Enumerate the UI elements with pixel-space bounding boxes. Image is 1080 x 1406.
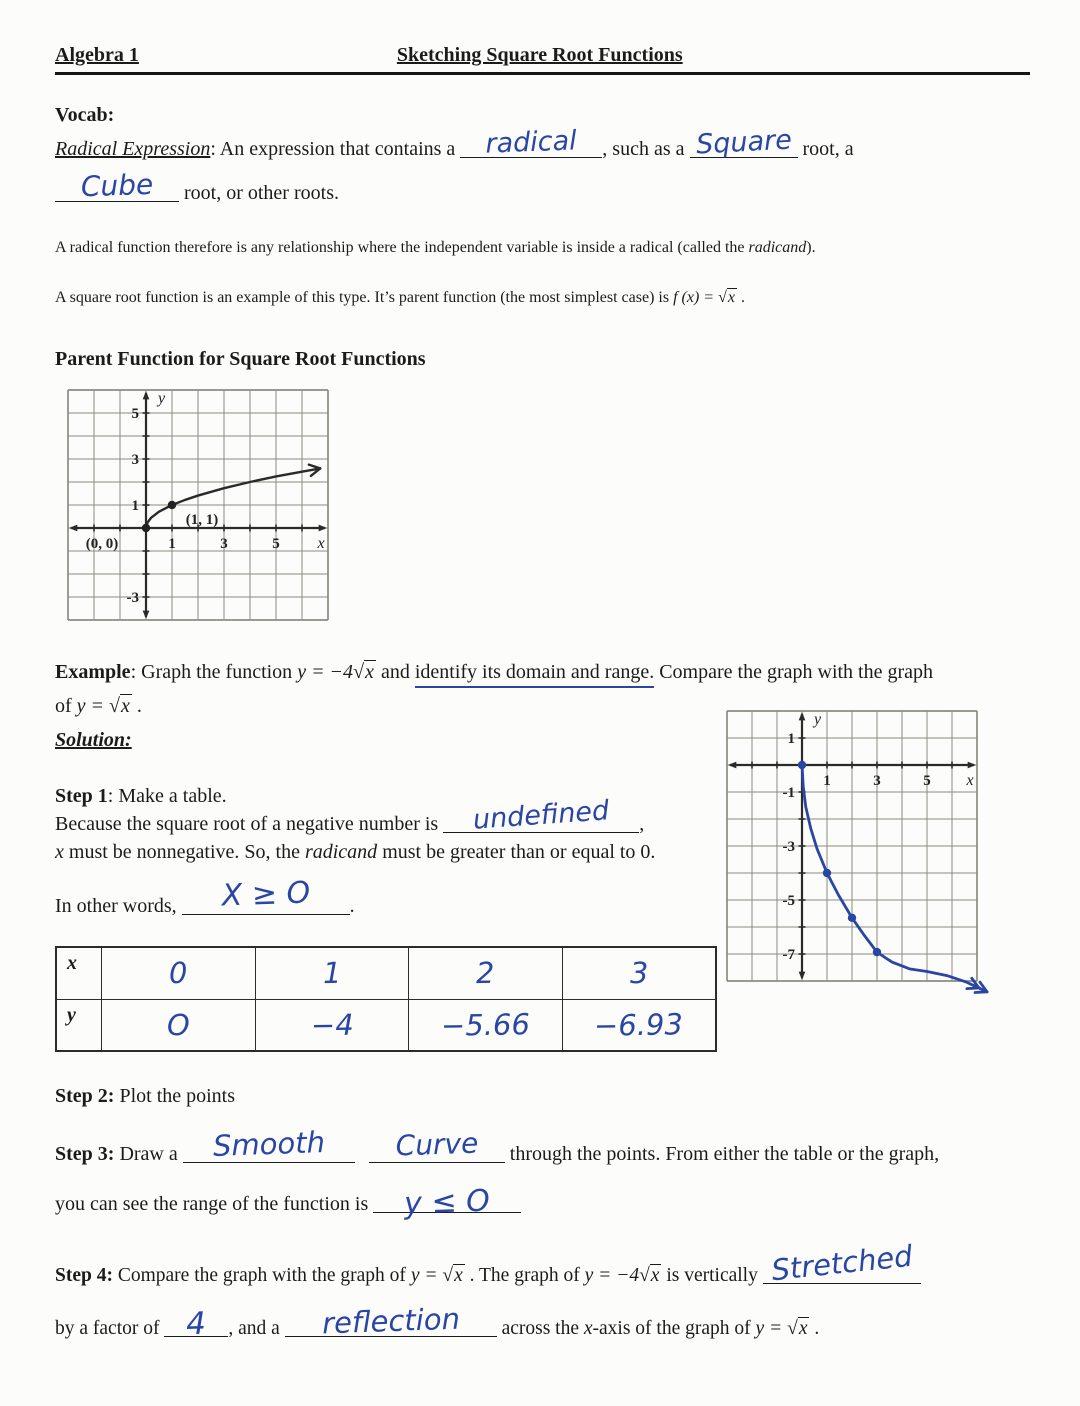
step4-text-4: by a factor of (55, 1318, 165, 1340)
cell-y0 (102, 999, 255, 1051)
y-equals: y = (755, 1318, 788, 1340)
fx-equals: f (x) = (673, 289, 719, 306)
handwritten-x3: 3 (629, 956, 649, 991)
svg-text:x: x (966, 772, 974, 789)
handwritten-y0: O (166, 1007, 191, 1042)
svg-text:1: 1 (168, 536, 176, 552)
page-title: Sketching Square Root Functions (396, 44, 683, 66)
radicand-x: x (650, 1265, 660, 1286)
svg-text:-7: -7 (782, 947, 795, 963)
handwritten-stretched: Stretched (769, 1238, 914, 1288)
radicand-x: x (798, 1318, 808, 1340)
values-table (55, 946, 717, 1052)
step4-line1 (55, 1238, 1030, 1289)
sqrt-expression (442, 1264, 464, 1286)
blank-inequality (182, 875, 350, 915)
table-row-x (56, 947, 716, 999)
step3-text-1: Draw a (114, 1143, 183, 1165)
paragraph2-period: . (736, 289, 745, 306)
step3-text-3: you can see the range of the function is (55, 1193, 374, 1215)
blank-radical (460, 125, 602, 160)
svg-text:-1: -1 (782, 785, 795, 801)
radicand-term: radicand (304, 841, 378, 863)
svg-text:y: y (158, 390, 166, 407)
handwritten-curve: Curve (394, 1126, 479, 1163)
y-equals: y = (410, 1265, 443, 1286)
radicand-x: x (365, 661, 374, 683)
handwritten-square: Square (694, 124, 793, 161)
handwritten-y3: −6.93 (594, 1006, 684, 1043)
handwritten-x0: 0 (169, 956, 189, 991)
svg-text:5: 5 (131, 406, 139, 422)
step4-text-3: is vertically (661, 1265, 763, 1286)
example-text-2: and (375, 661, 415, 683)
parent-function-graph-container (61, 383, 1030, 632)
example-line1 (55, 658, 1030, 686)
square-root-paragraph (55, 289, 1040, 307)
svg-text:-3: -3 (126, 590, 139, 606)
svg-text:y: y (814, 711, 822, 728)
handwritten-range: y ≤ O (403, 1183, 491, 1222)
cell-x0 (102, 947, 255, 999)
step3-text-2: through the points. From either the table or the graph, (504, 1143, 940, 1165)
cell-y3 (562, 999, 716, 1051)
blank-range (373, 1183, 521, 1222)
handwritten-y1: −4 (310, 1007, 354, 1043)
radicand-x: x (727, 289, 735, 306)
svg-text:(0, 0): (0, 0) (85, 536, 119, 552)
cell-y2 (409, 999, 563, 1051)
handwritten-x2: 2 (475, 956, 495, 991)
step1-text-2: Because the square root of a negative number is (55, 813, 444, 835)
row-header-x: x (56, 947, 102, 999)
handwritten-radical: radical (485, 125, 578, 160)
step1-label: Step 1 (55, 785, 108, 807)
radicand-x: x (121, 695, 130, 717)
vocab-text-3: root, a (797, 138, 854, 160)
example-text-3: Compare the graph with the graph (654, 661, 934, 683)
y-equals-neg4: y = −4 (584, 1265, 640, 1286)
step4-label: Step 4: (55, 1265, 113, 1286)
handwritten-inequality: X ≥ O (220, 875, 311, 914)
vocab-text-4: root, or other roots. (179, 182, 339, 204)
step4-text-6: across the (496, 1318, 584, 1340)
radicand-x: x (454, 1265, 463, 1286)
row-header-y: y (56, 999, 102, 1051)
svg-text:5: 5 (923, 773, 931, 789)
vocab-sentence-line1 (55, 124, 1030, 163)
cell-x2 (409, 947, 563, 999)
vocab-text-2: , such as a (602, 138, 690, 160)
handwritten-smooth: Smooth (212, 1125, 326, 1163)
blank-curve (369, 1126, 505, 1163)
blank-undefined (443, 795, 639, 836)
x-variable: x (583, 1318, 593, 1340)
handwritten-factor: 4 (185, 1305, 207, 1343)
step4-period: . (809, 1318, 820, 1340)
parent-function-graph (61, 383, 335, 627)
blank-cube (55, 167, 179, 204)
course-label: Algebra 1 (55, 44, 139, 66)
example-period: . (131, 695, 142, 717)
svg-text:1: 1 (823, 773, 831, 789)
blank-square (690, 124, 798, 161)
example-text-1: : Graph the function (130, 661, 298, 683)
step1-text-3: must be nonnegative. So, the (63, 841, 305, 863)
in-other-words-text: In other words, (55, 895, 182, 917)
svg-text:1: 1 (131, 498, 139, 514)
step3-line2 (55, 1183, 1030, 1222)
underlined-domain-range: identify its domain and range. (415, 661, 654, 688)
y-equals: y = (76, 695, 110, 717)
sqrt-expression (718, 288, 737, 306)
step3-line1 (55, 1125, 1030, 1168)
y-equals-neg4: y = −4 (297, 661, 354, 683)
paragraph2-text: A square root function is an example of this type. It’s parent function (the most simplest case) is (55, 289, 674, 306)
handwritten-undefined: undefined (472, 795, 611, 836)
handwritten-x1: 1 (322, 956, 342, 991)
cell-x1 (255, 947, 408, 999)
handwritten-cube: Cube (80, 167, 154, 204)
sqrt-expression (639, 1264, 661, 1286)
svg-text:-5: -5 (782, 893, 795, 909)
step1-comma: , (639, 813, 645, 835)
svg-text:-3: -3 (782, 839, 795, 855)
svg-text:x: x (317, 535, 325, 552)
table-row-y (56, 999, 716, 1051)
handwritten-y2: −5.66 (440, 1006, 531, 1043)
radical-function-paragraph (55, 239, 1040, 257)
vocab-text-1: : An expression that contains a (210, 138, 461, 160)
step4-text-1: Compare the graph with the graph of (112, 1265, 411, 1286)
step2-line (55, 1082, 1030, 1110)
step4-text-5: , and a (228, 1318, 285, 1340)
radicand-term: radicand (748, 239, 807, 256)
vocab-heading: Vocab: (55, 104, 115, 126)
step4-text-7: -axis of the graph of (592, 1318, 756, 1340)
step1-period: . (349, 895, 355, 917)
blank-factor (164, 1305, 228, 1343)
parent-function-heading: Parent Function for Square Root Functions (55, 348, 426, 370)
sqrt-expression (109, 694, 132, 717)
paragraph1-text: A radical function therefore is any relationship where the independent variable is inside a radical (called the (55, 239, 749, 256)
step2-label: Step 2: (55, 1085, 115, 1107)
blank-reflection (285, 1301, 497, 1341)
sqrt-expression (353, 660, 376, 683)
step1-text-1: : Make a table. (107, 785, 227, 807)
vocab-sentence-line2 (55, 167, 1030, 207)
svg-text:1: 1 (787, 731, 795, 747)
sqrt-expression (787, 1317, 809, 1339)
paragraph1-end: ). (806, 239, 816, 256)
example-of: of (55, 695, 77, 717)
step2-text: Plot the points (114, 1085, 236, 1107)
example-function-graph (720, 704, 1012, 1018)
svg-text:(1, 1): (1, 1) (185, 512, 219, 528)
page-header (55, 44, 1030, 75)
svg-text:3: 3 (873, 773, 881, 789)
vocab-term: Radical Expression (55, 138, 211, 160)
solution-label: Solution: (55, 729, 132, 751)
cell-x3 (562, 947, 716, 999)
step1-text-4: must be greater than or equal to 0. (377, 841, 656, 863)
svg-text:5: 5 (272, 536, 280, 552)
blank-smooth (183, 1125, 355, 1163)
step4-text-2: . The graph of (464, 1265, 585, 1286)
example-label: Example (55, 661, 131, 683)
example-section (55, 658, 1030, 1052)
cell-y1 (255, 999, 408, 1051)
step4-line2 (55, 1301, 1030, 1343)
handwritten-reflection: reflection (321, 1301, 461, 1341)
svg-text:3: 3 (131, 452, 139, 468)
x-variable: x (55, 841, 64, 863)
step3-label: Step 3: (55, 1143, 115, 1165)
svg-text:3: 3 (220, 536, 228, 552)
blank-stretched (763, 1238, 921, 1288)
